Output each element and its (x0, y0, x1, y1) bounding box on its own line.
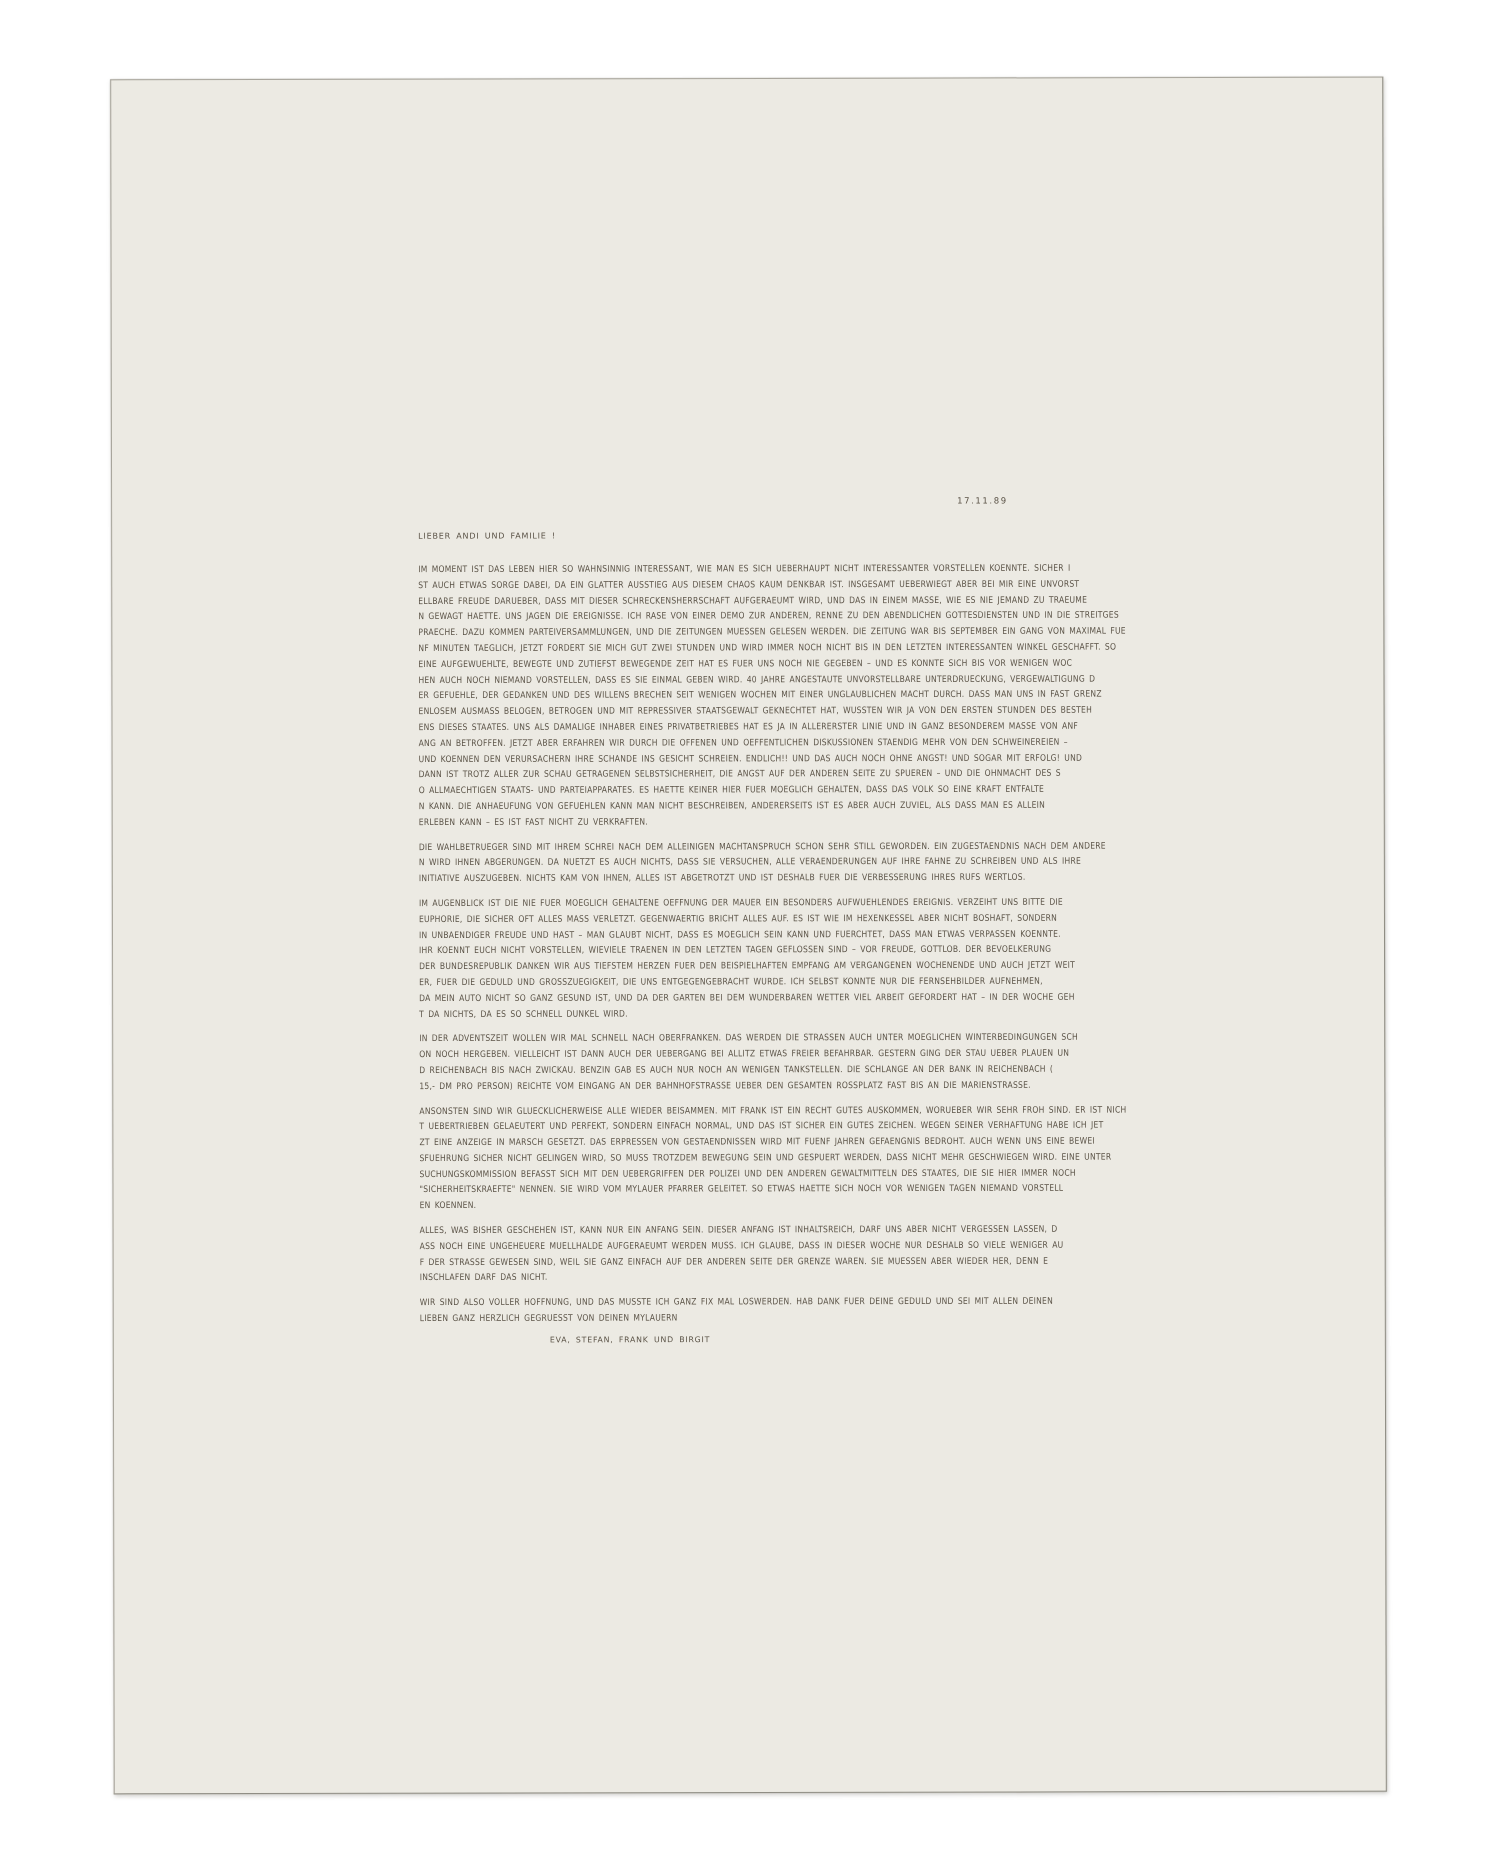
letter-line: EINE AUFGEWUEHLTE, BEWEGTE UND ZUTIEFST BEWEGENDE ZEIT HAT ES FUER UNS NOCH NIE GEGEBEN – UND ES KONNTE SICH BIS VOR WENIGEN WOC (418, 657, 1073, 670)
letter-line: NF MINUTEN TAEGLICH, JETZT FORDERT SIE MICH GUT ZWEI STUNDEN UND WIRD IMMER NOCH NICHT BIS IN DEN LETZTEN INTERESSANTEN WINKEL GESCHAFFT. SO (418, 641, 1117, 654)
paragraph (419, 894, 1101, 1022)
letter-line: LIEBEN GANZ HERZLICH GEGRUESST VON DEINEN MYLAUERN (419, 1312, 678, 1324)
letter-line: ON NOCH HERGEBEN. VIELLEICHT IST DANN AUCH DER UEBERGANG BEI ALLITZ ETWAS FREIER BEFAHRBAR. GESTERN GING DER STAU UEBER PLAUEN UN (419, 1047, 1070, 1060)
paragraph (420, 1294, 1102, 1327)
paragraph (419, 1102, 1127, 1214)
letter-line: DIE WAHLBETRUEGER SIND MIT IHREM SCHREI NACH DEM ALLEINIGEN MACHTANSPRUCH SCHON SEHR STILL GEWORDEN. EIN ZUGESTAENDNIS NACH DEM ANDERE (418, 839, 1106, 852)
letter-line: ERLEBEN KANN – ES IST FAST NICHT ZU VERKRAFTEN. (418, 816, 648, 828)
letter-salutation: LIEBER ANDI UND FAMILIE ! (418, 531, 556, 541)
letter-line: IM AUGENBLICK IST DIE NIE FUER MOEGLICH GEHALTENE OEFFNUNG DER MAUER EIN BESONDERS AUFWUEHLENDES EREIGNIS. VERZEIHT UNS BITTE DIE (418, 896, 1063, 909)
letter-line: F DER STRASSE GEWESEN SIND, WEIL SIE GANZ EINFACH AUF DER ANDEREN SEITE DER GRENZE WAREN. SIE MUESSEN ABER WIEDER HER, DENN E (419, 1255, 1049, 1268)
letter-line: ER, FUER DIE GEDULD UND GROSSZUEGIGKEIT, DIE UNS ENTGEGENGEBRACHT WURDE. ICH SELBST KONNTE NUR DIE FERNSEHBILDER AUFNEHMEN, (419, 975, 1043, 988)
letter-line: ASS NOCH EINE UNGEHEUERE MUELLHALDE AUFGERAEUMT WERDEN MUSS. ICH GLAUBE, DASS IN DIESER WOCHE NUR DESHALB SO VIELE WENIGER AU (419, 1239, 1064, 1252)
letter-line: N GEWAGT HAETTE. UNS JAGEN DIE EREIGNISSE. ICH RASE VON EINER DEMO ZUR ANDEREN, RENNE ZU DEN ABENDLICHEN GOTTESDIENSTEN UND IN DIE STREITGES (418, 609, 1119, 622)
letter-line: DA MEIN AUTO NICHT SO GANZ GESUND IST, UND DA DER GARTEN BEI DEM WUNDERBAREN WETTER VIEL ARBEIT GEFORDERT HAT – IN DER WOCHE GEH (419, 991, 1075, 1004)
letter-line: ELLBARE FREUDE DARUEBER, DASS MIT DIESER SCHRECKENSHERRSCHAFT AUFGERAEUMT WIRD, UND DAS IN EINEM MASSE, WIE ES NIE JEMAND ZU TRAEUME (418, 594, 1088, 607)
letter-body (418, 560, 1127, 1335)
letter-line: ANSONSTEN SIND WIR GLUECKLICHERWEISE ALLE WIEDER BEISAMMEN. MIT FRANK IST EIN RECHT GUTES AUSKOMMEN, WORUEBER WIR SEHR FROH SIND. ER IST NICH (419, 1103, 1127, 1116)
letter-line: ALLES, WAS BISHER GESCHEHEN IST, KANN NUR EIN ANFANG SEIN. DIESER ANFANG IST INHALTSREICH, DARF UNS ABER NICHT VERGESSEN LASSEN, D (419, 1223, 1058, 1236)
letter-line: 15,- DM PRO PERSON) REICHTE VOM EINGANG AN DER BAHNHOFSTRASSE UEBER DEN GESAMTEN ROSSPLATZ FAST BIS AN DIE MARIENSTRASSE. (419, 1079, 1031, 1092)
letter-line: PRAECHE. DAZU KOMMEN PARTEIVERSAMMLUNGEN, UND DIE ZEITUNGEN MUESSEN GELESEN WERDEN. DIE ZEITUNG WAR BIS SEPTEMBER EIN GANG VON MAXIMAL FUE (418, 625, 1126, 638)
letter-signature: EVA, STEFAN, FRANK UND BIRGIT (549, 1335, 711, 1345)
letter-line: N KANN. DIE ANHAEUFUNG VON GEFUEHLEN KANN MAN NICHT BESCHREIBEN, ANDERERSEITS IST ES ABER AUCH ZUVIEL, ALS DASS MAN ES ALLEIN (418, 799, 1046, 812)
letter-line: IN UNBAENDIGER FREUDE UND HAST – MAN GLAUBT NICHT, DASS ES MOEGLICH SEIN KANN UND FUERCHTET, DASS MAN ETWAS VERPASSEN KOENNTE. (418, 927, 1061, 940)
letter-line: SUCHUNGSKOMMISSION BEFASST SICH MIT DEN UEBERGRIFFEN DER POLIZEI UND DEN ANDEREN GEWALTMITTELN DES STAATES, DIE SIE HIER IMMER NOCH (419, 1167, 1076, 1180)
letter-line: N WIRD IHNEN ABGERUNGEN. DA NUETZT ES AUCH NICHTS, DASS SIE VERSUCHEN, ALLE VERAENDERUNGEN AUF IHRE FAHNE ZU SCHREIBEN UND ALS IHRE (418, 855, 1082, 868)
paper-sheet (110, 77, 1387, 1795)
letter-line: HEN AUCH NOCH NIEMAND VORSTELLEN, DASS ES SIE EINMAL GEBEN WIRD. 40 JAHRE ANGESTAUTE UNVORSTELLBARE UNTERDRUECKUNG, VERGEWALTIGUNG D (418, 672, 1096, 686)
letter-line: O ALLMAECHTIGEN STAATS- UND PARTEIAPPARATES. ES HAETTE KEINER HIER FUER MOEGLICH GEHALTEN, DASS DAS VOLK SO EINE KRAFT ENTFALTE (418, 783, 1045, 796)
letter-line: D REICHENBACH BIS NACH ZWICKAU. BENZIN GAB ES AUCH NUR NOCH AN WENIGEN TANKSTELLEN. DIE SCHLANGE AN DER BANK IN REICHENBACH ( (419, 1063, 1054, 1076)
letter-line: DER BUNDESREPUBLIK DANKEN WIR AUS TIEFSTEM HERZEN FUER DEN BEISPIELHAFTEN EMPFANG AM VERGANGENEN WOCHENENDE UND AUCH JETZT WEIT (419, 959, 1076, 972)
letter-line: EUPHORIE, DIE SICHER OFT ALLES MASS VERLETZT. GEGENWAERTIG BRICHT ALLES AUF. ES IST WIE IM HEXENKESSEL ABER NICHT BOSHAFT, SONDERN (418, 912, 1058, 925)
letter-line: T UEBERTRIEBEN GELAEUTERT UND PERFEKT, SONDERN EINFACH NORMAL, UND DAS IST SICHER EIN GUTES ZEICHEN. WEGEN SEINER VERHAFTUNG HABE ICH JET (419, 1119, 1104, 1132)
letter-line: ZT EINE ANZEIGE IN MARSCH GESETZT. DAS ERPRESSEN VON GESTAENDNISSEN WIRD MIT FUENF JAHREN GEFAENGNIS BEDROHT. AUCH WENN UNS EINE BEWEI (419, 1135, 1095, 1148)
letter-line: ST AUCH ETWAS SORGE DABEI, DA EIN GLATTER AUSSTIEG AUS DIESEM CHAOS KAUM DENKBAR IST. INSGESAMT UEBERWIEGT ABER BEI MIR EINE UNVORST (418, 578, 1080, 591)
letter-line: EN KOENNEN. (419, 1199, 477, 1211)
letter-line: INITIATIVE AUSZUGEBEN. NICHTS KAM VON IHNEN, ALLES IST ABGETROTZT UND IST DESHALB FUER DIE VERBESSERUNG IHRES RUFS WERTLOS. (418, 871, 1026, 884)
paragraph (420, 1221, 1102, 1286)
letter-line: ENLOSEM AUSMASS BELOGEN, BETROGEN UND MIT REPRESSIVER STAATSGEWALT GEKNECHTET HAT, WUSSTEN WIR JA VON DEN ERSTEN STUNDEN DES BESTEH (418, 704, 1093, 717)
letter-line: IHR KOENNT EUCH NICHT VORSTELLEN, WIEVIELE TRAENEN IN DEN LETZTEN TAGEN GEFLOSSEN SIND – VOR FREUDE, GOTTLOB. DER BEVOELKERUNG (419, 943, 1052, 956)
letter-line: DANN IST TROTZ ALLER ZUR SCHAU GETRAGENEN SELBSTSICHERHEIT, DIE ANGST AUF DER ANDEREN SEITE ZU SPUEREN – UND DIE OHNMACHT DES S (418, 767, 1061, 780)
letter-line: IN DER ADVENTSZEIT WOLLEN WIR MAL SCHNELL NACH OBERFRANKEN. DAS WERDEN DIE STRASSEN AUCH UNTER MOEGLICHEN WINTERBEDINGUNGEN SCH (419, 1031, 1078, 1044)
letter-line: UND KOENNEN DEN VERURSACHERN IHRE SCHANDE INS GESICHT SCHREIEN. ENDLICH!! UND DAS AUCH NOCH OHNE ANGST! UND SOGAR MIT ERFOLG! UND (418, 751, 1083, 764)
paragraph (419, 1030, 1101, 1095)
letter-line: ANG AN BETROFFEN. JETZT ABER ERFAHREN WIR DURCH DIE OFFENEN UND OEFFENTLICHEN DISKUSSIONEN STAENDIG MEHR VON DEN SCHWEINEREIEN – (418, 736, 1068, 749)
paragraph (418, 560, 1126, 830)
letter-line: WIR SIND ALSO VOLLER HOFFNUNG, UND DAS MUSSTE ICH GANZ FIX MAL LOSWERDEN. HAB DANK FUER DEINE GEDULD UND SEI MIT ALLEN DEINEN (419, 1295, 1054, 1308)
letter-line: T DA NICHTS, DA ES SO SCHNELL DUNKEL WIRD. (419, 1007, 628, 1019)
letter-line: INSCHLAFEN DARF DAS NICHT. (419, 1272, 548, 1283)
letter-date: 17.11.89 (957, 496, 1008, 507)
letter-line: IM MOMENT IST DAS LEBEN HIER SO WAHNSINNIG INTERESSANT, WIE MAN ES SICH UEBERHAUPT NICHT INTERESSANTER VORSTELLEN KOENNTE. SICHER I (418, 562, 1071, 575)
letter-line: "SICHERHEITSKRAEFTE" NENNEN. SIE WIRD VOM MYLAUER PFARRER GELEITET. SO ETWAS HAETTE SICH NOCH VOR WENIGEN TAGEN NIEMAND VORSTELL (419, 1182, 1064, 1195)
letter-line: ENS DIESES STAATES. UNS ALS DAMALIGE INHABER EINES PRIVATBETRIEBES HAT ES JA IN ALLERERSTER LINIE UND IN GANZ BESONDEREM MASSE VON ANF (418, 720, 1079, 733)
paragraph (418, 838, 1106, 887)
letter-line: ER GEFUEHLE, DER GEDANKEN UND DES WILLENS BRECHEN SEIT WENIGEN WOCHEN MIT EINER UNGLAUBLICHEN MACHT DURCH. DASS MAN UNS IN FAST GRENZ (418, 688, 1102, 701)
letter-line: SFUEHRUNG SICHER NICHT GELINGEN WIRD, SO MUSS TROTZDEM BEWEGUNG SEIN UND GESPUERT WERDEN, DASS NICHT MEHR GESCHWIEGEN WIRD. EINE UNTER (419, 1151, 1112, 1164)
